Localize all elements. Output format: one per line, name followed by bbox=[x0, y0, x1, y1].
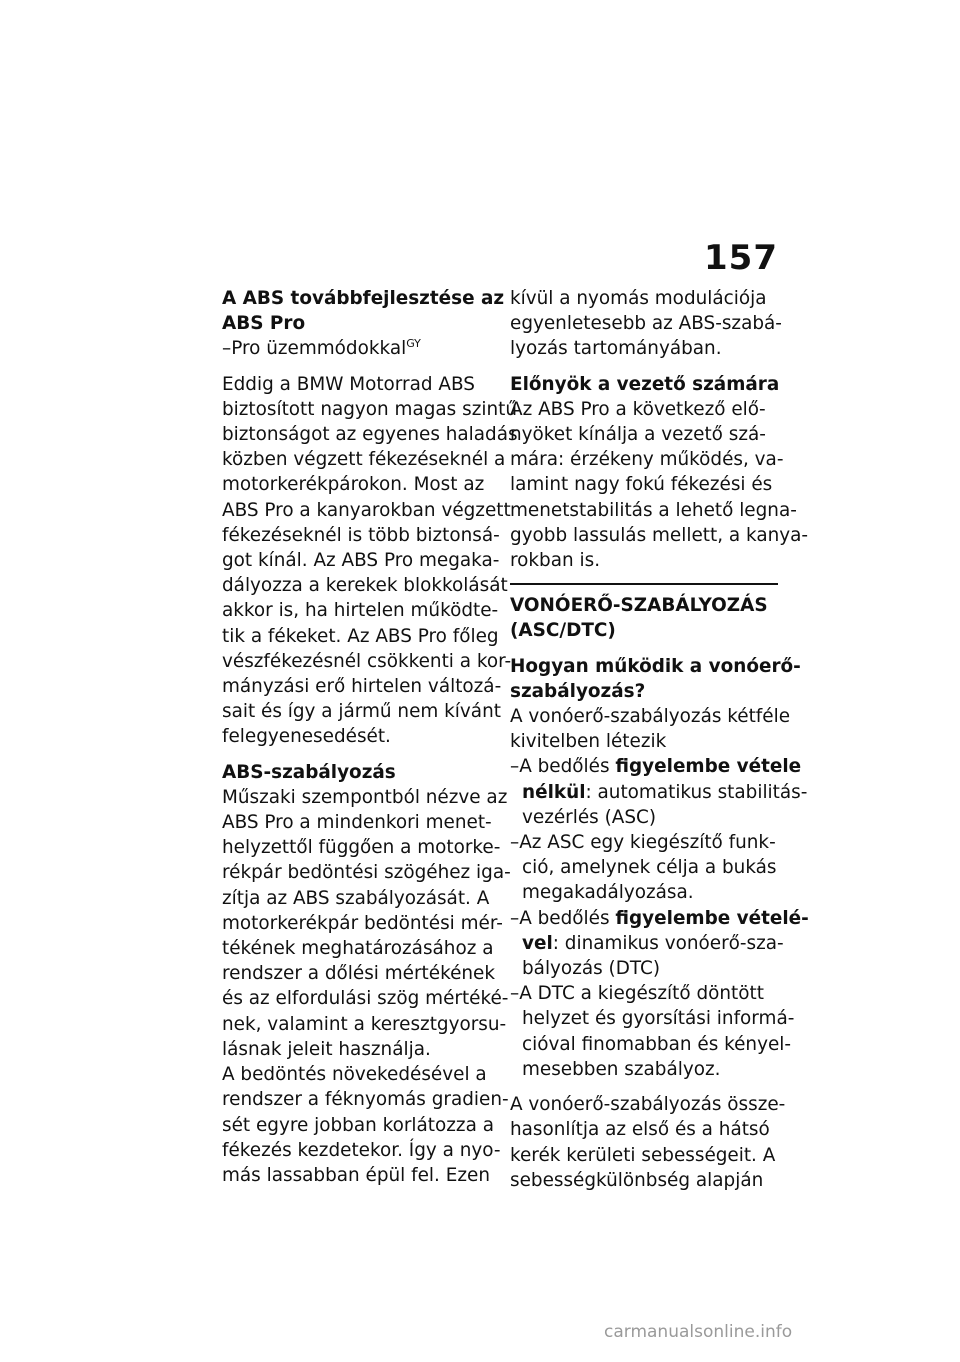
section-divider bbox=[510, 583, 778, 585]
text-line: sait és így a jármű nem kívánt bbox=[222, 701, 501, 723]
text-line: A bedöntés növekedésével a bbox=[222, 1064, 487, 1086]
how-it-works-heading bbox=[510, 654, 801, 704]
text-line: egyenletesebb az ABS-szabá- bbox=[510, 313, 782, 335]
text-line: motorkerékpár bedöntési mér- bbox=[222, 912, 503, 934]
text-line: nek, valamint a keresztgyorsu- bbox=[222, 1013, 507, 1035]
section-title-line: VONÓERŐ-SZABÁLYOZÁS bbox=[510, 595, 768, 617]
text-line: felegyenesedését. bbox=[222, 726, 391, 748]
text-line: ABS Pro a mindenkori menet- bbox=[222, 812, 492, 834]
heading-line: szabályozás? bbox=[510, 680, 646, 702]
text-line: vészfékezésnél csökkenti a kor- bbox=[222, 650, 512, 672]
variants-intro bbox=[510, 704, 791, 754]
text-line: lamint nagy fokú fékezési és bbox=[510, 474, 773, 496]
text-line: fékezéseknél is több biztonsá- bbox=[222, 524, 500, 546]
pro-mode-text: –Pro üzemmódokkal bbox=[222, 338, 407, 360]
text-line: dályozza a kerekek blokkolását bbox=[222, 575, 508, 597]
text-line: Az ABS Pro a következő elő- bbox=[510, 398, 766, 420]
text-line: hasonlítja az első és a hátsó bbox=[510, 1119, 770, 1141]
text-line: kivitelben létezik bbox=[510, 731, 667, 753]
text-line: sét egyre jobban korlátozza a bbox=[222, 1114, 494, 1136]
list-line: –A bedőlés figyelembe vétele bbox=[510, 756, 802, 778]
rider-advantages-heading: Előnyök a vezető számára bbox=[510, 373, 780, 395]
list-item bbox=[510, 906, 809, 982]
list-line: bályozás (DTC) bbox=[522, 958, 661, 980]
list-item bbox=[510, 981, 795, 1082]
text-line: gyobb lassulás mellett, a kanya- bbox=[510, 524, 809, 546]
pro-mode-line bbox=[222, 336, 490, 361]
text-line: kívül a nyomás modulációja bbox=[510, 288, 767, 309]
list-line: cióval finomabban és kényel- bbox=[522, 1033, 792, 1055]
text-line: lásnak jeleit használja. bbox=[222, 1038, 431, 1060]
heading-line: ABS Pro bbox=[222, 313, 306, 335]
list-line: vezérlés (ASC) bbox=[522, 806, 657, 828]
text-line: zítja az ABS szabályozását. A bbox=[222, 887, 490, 909]
text-line: biztosított nagyon magas szintű bbox=[222, 398, 517, 420]
text-line: biztonságot az egyenes haladás bbox=[222, 424, 518, 446]
text-line: rendszer a féknyomás gradien- bbox=[222, 1089, 509, 1111]
text-line: fékezés kezdetekor. Így a nyo- bbox=[222, 1139, 501, 1161]
list-item bbox=[510, 754, 808, 830]
comparison-paragraph bbox=[510, 1092, 786, 1193]
text-line: és az elfordulási szög mértéké- bbox=[222, 988, 509, 1010]
text-line: A vonóerő-szabályozás össze- bbox=[510, 1094, 786, 1116]
text-line: lyozás tartományában. bbox=[510, 338, 722, 360]
text-line: más lassabban épül fel. Ezen bbox=[222, 1164, 490, 1186]
continued-paragraph bbox=[510, 286, 782, 362]
abs-control-heading: ABS-szabályozás bbox=[222, 761, 396, 783]
heading-line: Hogyan működik a vonóerő- bbox=[510, 655, 801, 677]
text-line: helyzettől függően a motorke- bbox=[222, 837, 501, 859]
text-line: menetstabilitás a lehető legna- bbox=[510, 499, 797, 521]
list-line: –A DTC a kiegészítő döntött bbox=[510, 983, 764, 1005]
text-line: tékének meghatározásához a bbox=[222, 938, 494, 960]
text-line: Eddig a BMW Motorrad ABS bbox=[222, 373, 475, 395]
text-line: A vonóerő-szabályozás kétféle bbox=[510, 706, 791, 728]
list-line: vel: dinamikus vonóerő-sza- bbox=[522, 932, 784, 954]
list-line: –Az ASC egy kiegészítő funk- bbox=[510, 832, 776, 854]
page-number: 157 bbox=[704, 238, 778, 278]
watermark: carmanualsonline.info bbox=[604, 1322, 793, 1342]
right-column bbox=[510, 286, 809, 1193]
text-line: tik a fékeket. Az ABS Pro főleg bbox=[222, 625, 499, 647]
list-line: nélkül: automatikus stabilitás- bbox=[522, 781, 808, 803]
text-line: got kínál. Az ABS Pro megaka- bbox=[222, 550, 500, 572]
list-line: ció, amelynek célja a bukás bbox=[522, 857, 777, 879]
text-line: kerék kerületi sebességeit. A bbox=[510, 1144, 776, 1166]
rider-advantages-paragraph bbox=[510, 397, 809, 573]
text-line: rokban is. bbox=[510, 550, 601, 572]
abs-control-paragraph bbox=[222, 785, 511, 1062]
list-line: megakadályozása. bbox=[522, 882, 694, 904]
text-line: mára: érzékeny működés, va- bbox=[510, 449, 784, 471]
abs-pro-intro-paragraph bbox=[222, 372, 518, 750]
text-line: Műszaki szempontból nézve az bbox=[222, 786, 508, 808]
text-line: nyöket kínálja a vezető szá- bbox=[510, 424, 766, 446]
list-line: helyzet és gyorsítási informá- bbox=[522, 1008, 795, 1030]
list-line: –A bedőlés figyelembe vételé- bbox=[510, 907, 809, 929]
left-column bbox=[222, 286, 518, 1188]
text-line: rendszer a dőlési mértékének bbox=[222, 963, 496, 985]
section-title-line: (ASC/DTC) bbox=[510, 620, 616, 642]
text-line: sebességkülönbség alapján bbox=[510, 1169, 764, 1191]
traction-control-section-title bbox=[510, 593, 778, 643]
text-line: közben végzett fékezéseknél a bbox=[222, 449, 506, 471]
mode-superscript: GY bbox=[406, 337, 421, 351]
list-line: mesebben szabályoz. bbox=[522, 1058, 721, 1080]
abs-pro-heading bbox=[222, 286, 505, 336]
text-line: mányzási erő hirtelen változá- bbox=[222, 676, 502, 698]
heading-line: A ABS továbbfejlesztése az bbox=[222, 288, 505, 309]
text-line: motorkerékpárokon. Most az bbox=[222, 474, 485, 496]
text-line: rékpár bedöntési szögéhez iga- bbox=[222, 862, 511, 884]
text-line: akkor is, ha hirtelen működte- bbox=[222, 600, 499, 622]
text-line: ABS Pro a kanyarokban végzett bbox=[222, 499, 511, 521]
list-item bbox=[510, 830, 778, 906]
lean-angle-paragraph bbox=[222, 1062, 509, 1188]
